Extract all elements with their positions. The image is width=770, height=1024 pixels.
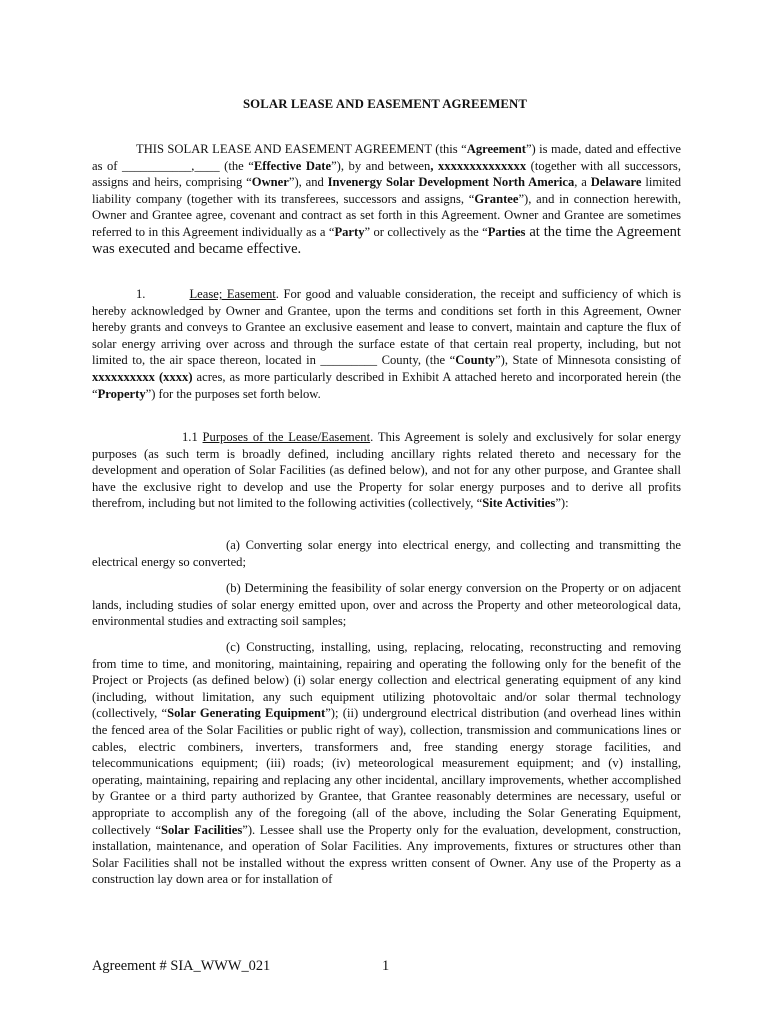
item-text: (b) Determining the feasibility of solar energy conversion on the Property or on adjacent lands, including studies of solar energy emitted upon, over and across the Property and other meteorological data, environmental studies and extracting soil samples; xyxy=(92,581,681,629)
term-effective-date: Effective Date xyxy=(253,158,332,173)
grantee-name: Invenergy Solar Development North America xyxy=(327,175,575,190)
intro-text: ” or collectively as the “ xyxy=(364,224,488,239)
section-heading: Purposes of the Lease/Easement xyxy=(202,430,371,444)
section-number: 1. xyxy=(136,287,146,301)
section-text: ”): xyxy=(555,496,569,511)
page-number: 1 xyxy=(382,958,390,974)
intro-text: , a xyxy=(574,175,591,190)
item-text: ”); (ii) underground electrical distribution (and overhead lines within the fenced area of the Solar Facilities or public right of way), collection, transmission and communications lines or cables, electric combiners, inverters, transformers and, free standing energy storage facilities, and telecommunications equipment; (iii) roads; (iv) meteorological measurement equipment; and (v) installing, operating, maintaining, repairing and replacing any other incidental, ancillary improvements, whether accomplished by Grantee or a third party authorized by Grantee, that Grantee reasonably determines are necessary, useful or appropriate to accomplish any of the foregoing (all of the above, including the Solar Generating Equipment, collectively “ xyxy=(92,706,681,837)
term-owner: Owner xyxy=(251,175,289,190)
item-a-paragraph xyxy=(92,537,681,570)
intro-paragraph xyxy=(92,141,681,259)
term-county: County xyxy=(455,353,496,368)
item-c-paragraph xyxy=(92,639,681,888)
grantee-state: Delaware xyxy=(590,175,642,190)
term-solar-generating-equipment: Solar Generating Equipment xyxy=(167,706,326,721)
agreement-reference: Agreement # SIA_WWW_021 xyxy=(92,958,271,974)
acres-placeholder: xxxxxxxxxx (xxxx) xyxy=(92,369,193,384)
item-text: (c) Constructing, installing, using, replacing, relocating, reconstructing and removing from time to time, and monitoring, maintaining, repairing and operating the following only for the benefit of the Project or Projects (as defined below) (i) solar energy collection and electrical generating equipment of any kind (including, without limitation, any such equipment utilizing photovoltaic and/or solar thermal technology (collectively, “ xyxy=(92,640,681,721)
intro-tail-text: at the time the Agreement was executed and became effective. xyxy=(92,223,681,258)
item-b-paragraph xyxy=(92,580,681,630)
section-1-paragraph xyxy=(92,286,681,402)
intro-text: ”), and in connection herewith, Owner and Grantee agree, covenant and contract as set forth in this Agreement. Owner and Grantee are sometimes referred to in this Agreement individually as a “ xyxy=(92,191,681,239)
intro-text: (together with all successors, assigns and heirs, comprising “ xyxy=(92,158,681,190)
section-text: acres, as more particularly described in Exhibit A attached hereto and incorporated herein (the “ xyxy=(92,369,681,401)
term-property: Property xyxy=(97,386,146,401)
term-site-activities: Site Activities xyxy=(482,496,556,511)
item-text: ”). Lessee shall use the Property only for the evaluation, development, construction, installation, maintenance, and operation of Solar Facilities. Any improvements, fixtures or structures other than Solar Facilities shall not be installed without the express written consent of Owner. Any use of the Property as a construction lay down area or for installation of xyxy=(92,822,682,887)
intro-text: ”) is made, dated and effective as of ___________,____ (the “ xyxy=(92,142,681,173)
owner-name-placeholder: , xxxxxxxxxxxxxx xyxy=(430,158,527,173)
term-solar-facilities: Solar Facilities xyxy=(160,822,243,837)
intro-text: ”), and xyxy=(288,175,328,190)
section-text: ”), State of Minnesota consisting of xyxy=(495,353,681,368)
term-parties: Parties xyxy=(487,224,526,239)
section-number: 1.1 xyxy=(182,430,203,444)
page-footer xyxy=(92,958,681,978)
document-title: SOLAR LEASE AND EASEMENT AGREEMENT xyxy=(242,97,528,111)
section-text: . This Agreement is solely and exclusively for solar energy purposes (as such term is broadly defined, including ancillary rights related thereto and necessary for the development and operation of Solar Facilities (as defined below), and not for any other purpose, and Grantee shall have the exclusive right to develop and use the Property for solar energy purposes and to derive all profits therefrom, including but not limited to the following activities (collectively, “ xyxy=(92,430,682,511)
intro-text: ”), by and between xyxy=(331,158,431,173)
section-text: . For good and valuable consideration, the receipt and sufficiency of which is hereby acknowledged by Owner and Grantee, upon the terms and conditions set forth in this Agreement, Owner hereby grants and conveys to Grantee an exclusive easement and lease to convert, maintain and capture the flux of solar energy arriving over across and through the surface estate of that certain real property, including, but not limited to, the air space thereon, located in _________ County, (the “ xyxy=(92,287,681,368)
section-heading: Lease; Easement xyxy=(189,287,276,301)
term-party: Party xyxy=(334,224,365,239)
item-text: (a) Converting solar energy into electrical energy, and collecting and transmitting the electrical energy so converted; xyxy=(92,538,681,569)
intro-text: limited liability company (together with its transferees, successors and assigns, “ xyxy=(92,175,682,206)
term-grantee: Grantee xyxy=(474,191,519,206)
intro-text: THIS SOLAR LEASE AND EASEMENT AGREEMENT (this “ xyxy=(136,142,467,156)
section-1-1-paragraph xyxy=(92,429,681,512)
term-agreement: Agreement xyxy=(466,142,526,156)
section-text: ”) for the purposes set forth below. xyxy=(145,386,321,401)
